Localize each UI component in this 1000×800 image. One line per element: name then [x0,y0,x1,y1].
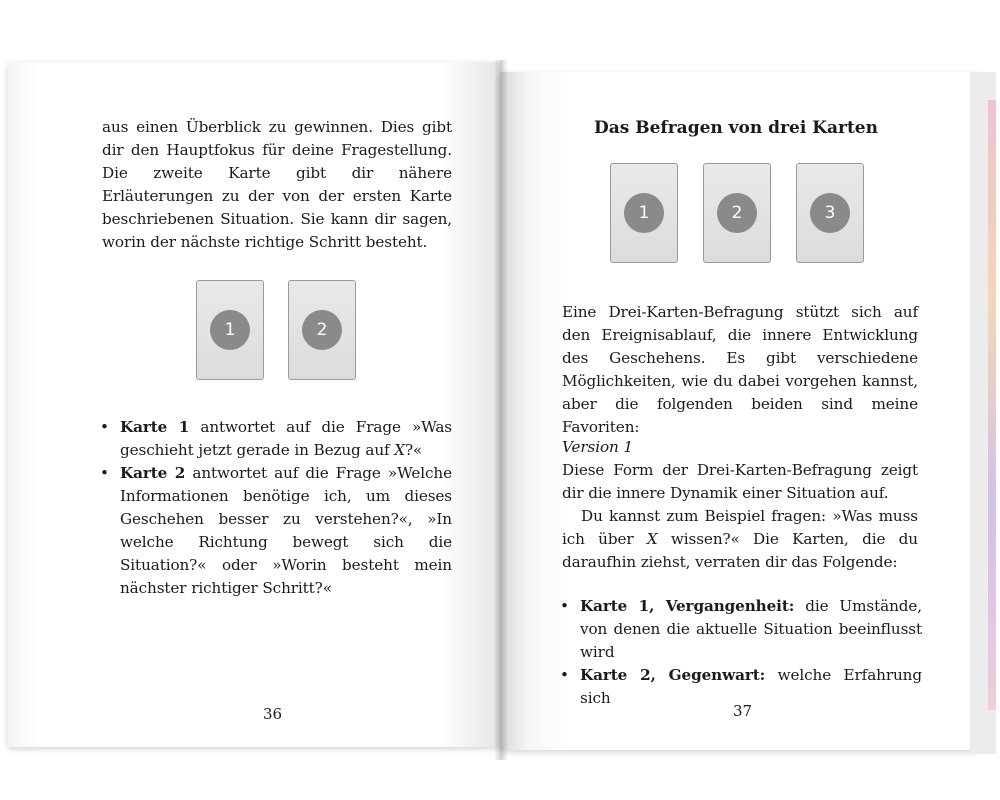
left-intro-text: aus einen Überblick zu gewinnen. Dies gibt dir den Hauptfokus für deine Fragestellung. Die zweite Karte gibt dir nähere Erläuterungen zu der von der ersten Karte beschriebenen Situation. Sie kann dir sagen, worin der nächste richtige Schritt besteht. [102,118,452,251]
bullet-term: Karte 1, Vergangenheit: [580,597,795,615]
card-3 [796,163,864,263]
card-1 [610,163,678,263]
card-number: 3 [810,193,850,233]
version-label: Version 1 [562,438,633,456]
card-number: 2 [302,310,342,350]
bullet-text: welche Erfahrung sich [580,666,922,707]
bullet-text: die Umstände, von denen die aktuelle Situation beeinflusst wird [580,597,922,661]
bullet: • [560,597,569,615]
right-card-spread [610,163,864,263]
card-number: 1 [210,310,250,350]
version-text: Diese Form der Drei-Karten-Befragung zeigt dir die innere Dynamik einer Situation auf. [562,461,918,502]
bullet: • [100,464,109,482]
card-1 [196,280,264,380]
right-intro-text: Eine Drei-Karten-Befragung stützt sich auf den Ereignisablauf, die innere Entwicklung des Geschehens. Es gibt verschiedene Möglichkeiten, wie du dabei vorgehen kannst, aber die folgenden beiden sind meine Favoriten: [562,303,918,436]
example-text: Du kannst zum Beispiel fragen: »Was muss ich über [562,507,918,548]
bullet-text-end: ?« [405,441,423,459]
list-item [100,462,452,600]
bullet-term: Karte 2 [120,464,186,482]
example-text-end: wissen?« Die Karten, die du daraufhin ziehst, verraten dir das Folgende: [562,530,918,571]
card-2 [288,280,356,380]
card-number: 1 [624,193,664,233]
left-card-spread [196,280,356,380]
card-2 [703,163,771,263]
right-bullet-list [560,595,922,710]
left-bullet-list [100,416,452,600]
right-intro-paragraph [562,301,918,439]
page-number-right: 37 [733,702,753,720]
left-intro-paragraph [102,116,452,254]
bullet-text: antwortet auf die Frage »Welche Informationen benötige ich, um dieses Geschehen besser zu verstehen?«, »In welche Richtung bewegt sich die Situation?« oder »Worin besteht mein nächster richtiger Schritt?« [120,464,452,597]
list-item [560,595,922,664]
book-gutter [494,60,508,760]
bullet: • [100,418,109,436]
page-number-left: 36 [263,705,283,723]
card-number: 2 [717,193,757,233]
list-item [100,416,452,462]
section-heading: Das Befragen von drei Karten [593,118,878,138]
bullet-term: Karte 1 [120,418,190,436]
colored-page-edge [988,100,996,710]
bullet: • [560,666,569,684]
bullet-term: Karte 2, Gegenwart: [580,666,766,684]
version-section [562,436,918,574]
bullet-text: antwortet auf die Frage »Was geschieht jetzt gerade in Bezug auf [120,418,452,459]
example-paragraph [562,505,918,574]
example-variable: X [646,530,658,548]
bullet-variable: X [394,441,405,459]
